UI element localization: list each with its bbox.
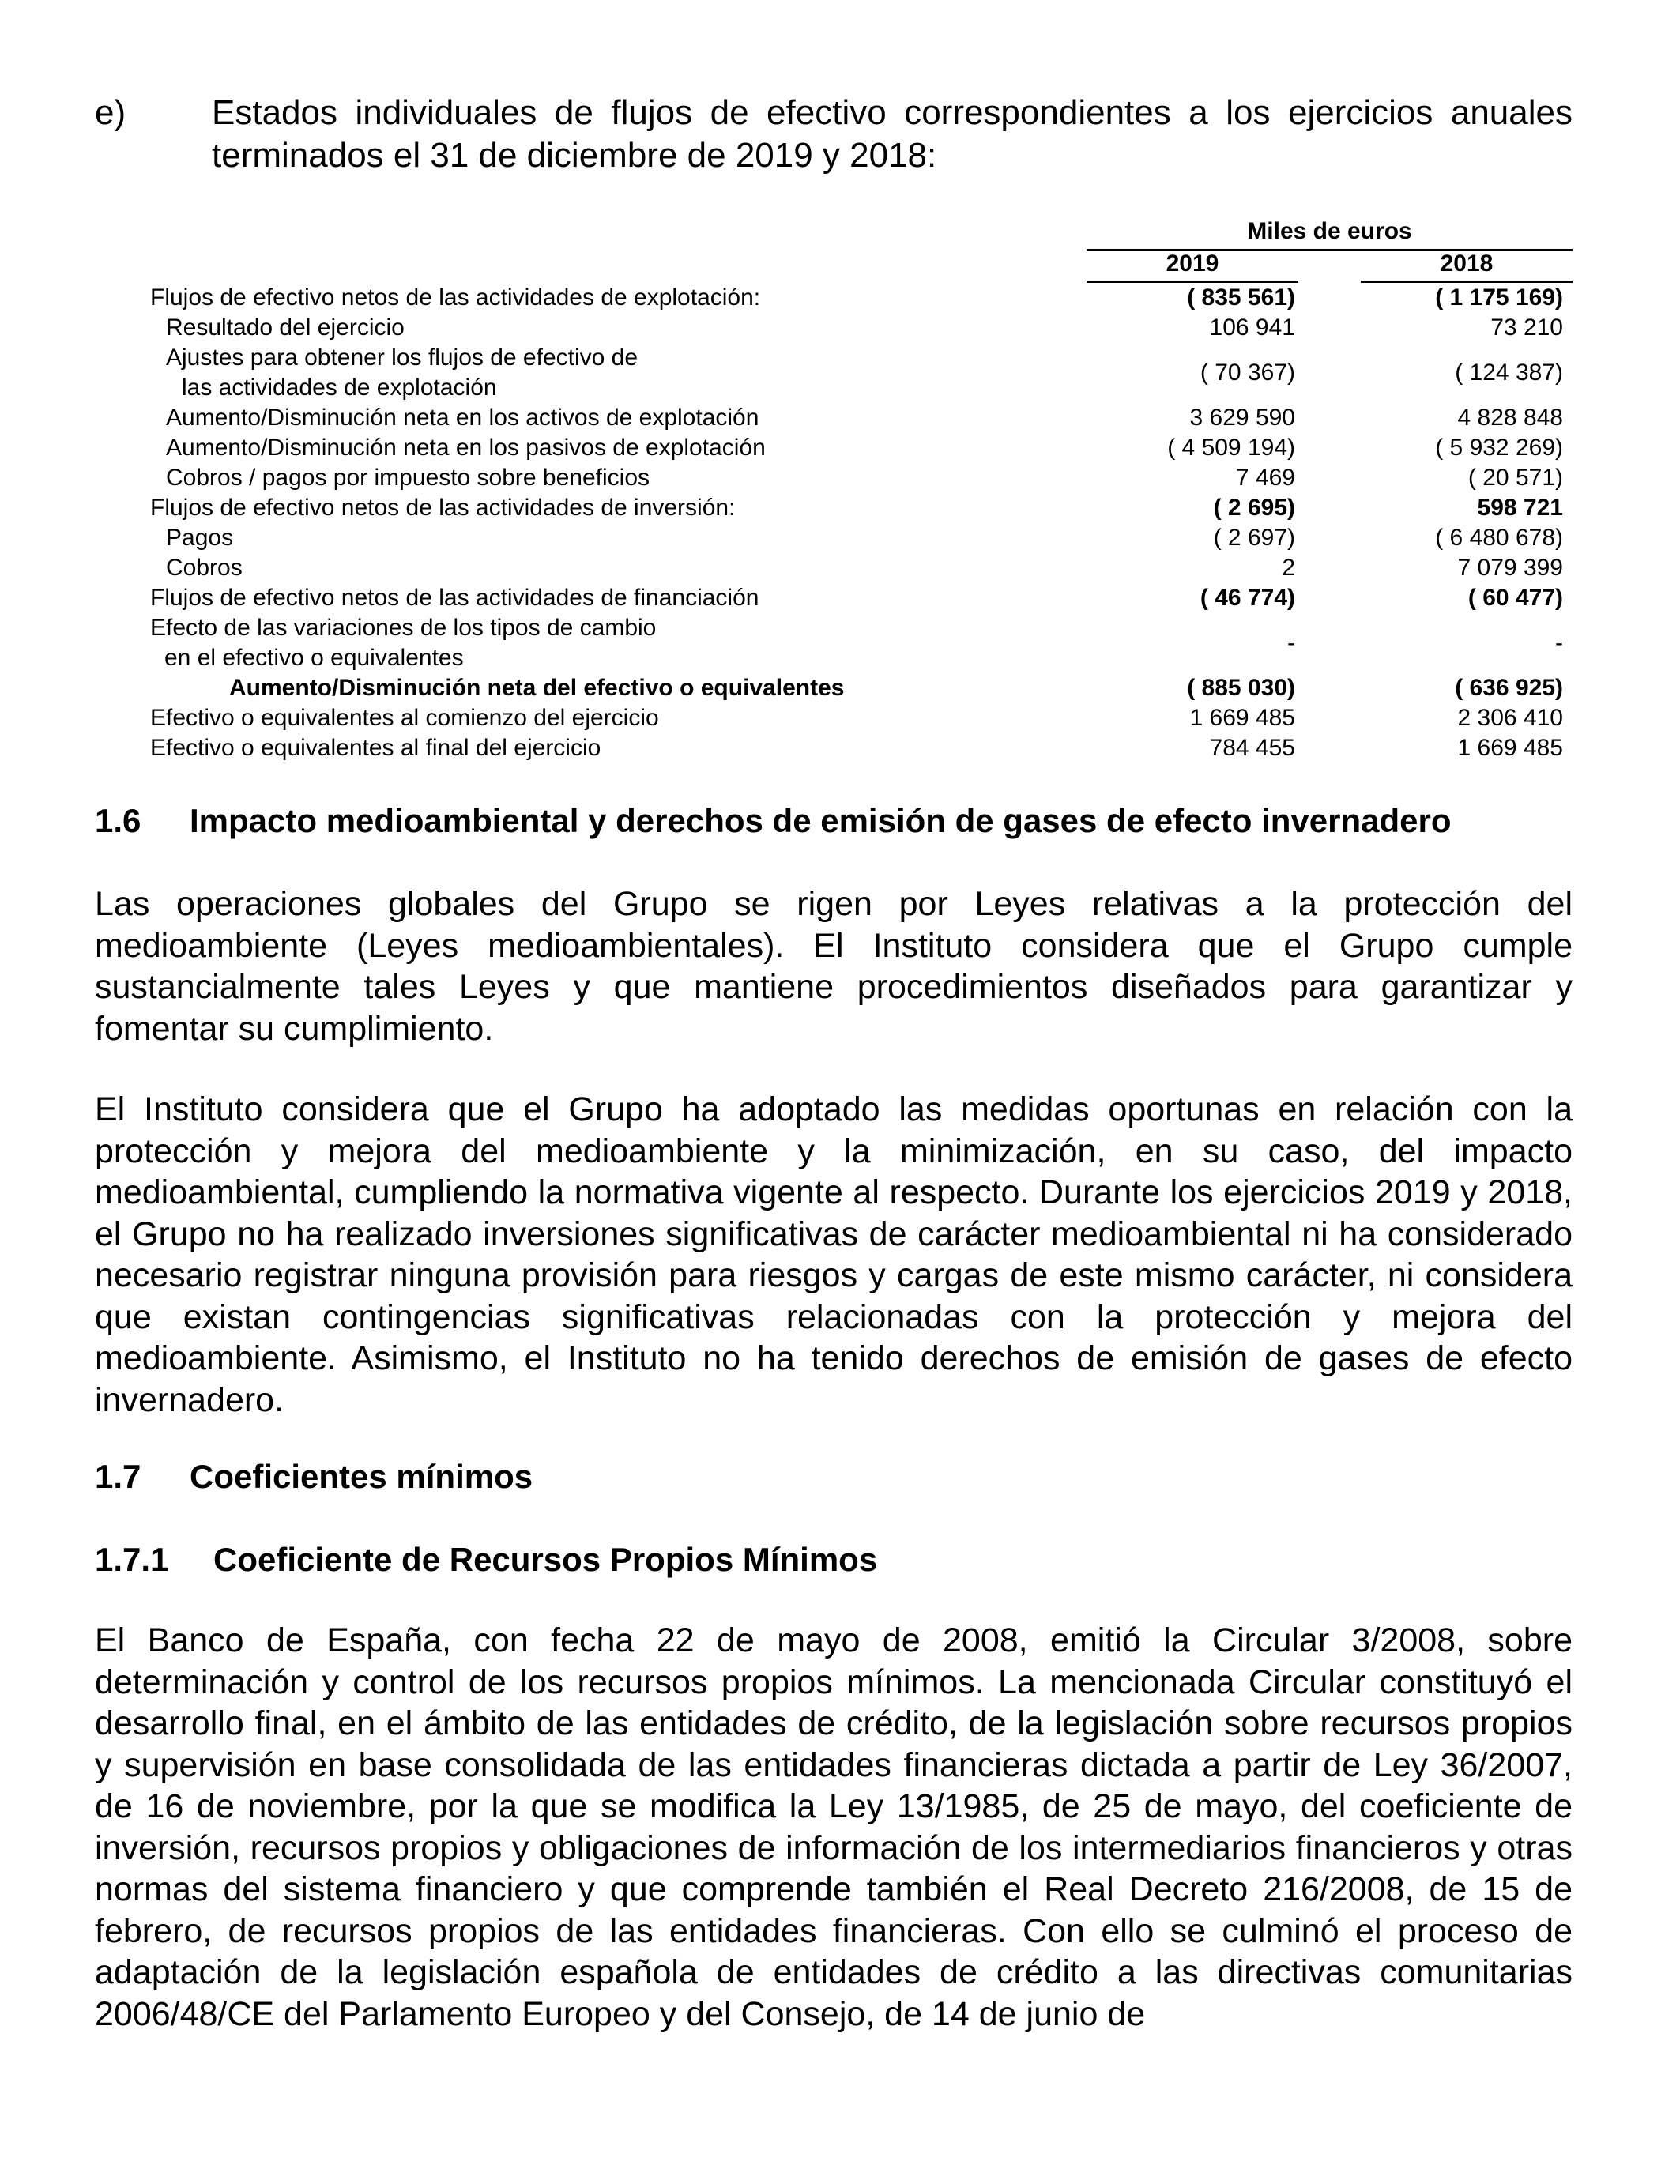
table-row — [150, 283, 1573, 313]
intro-text: Estados individuales de flujos de efectivo correspondientes a los ejercicios anuales terminados el 31 de diciembre de 2019 y 2018: — [212, 93, 1573, 175]
value-2019: ( 835 561) — [1187, 284, 1295, 311]
list-marker: e) — [95, 93, 126, 132]
value-2019: ( 4 509 194) — [1167, 435, 1295, 461]
row-label: Aumento/Disminución neta del efectivo o equivalentes — [229, 675, 845, 701]
paragraph: El Banco de España, con fecha 22 de mayo de 2008, emitió la Circular 3/2008, sobre determinación y control de los recursos propios mínimos. La mencionada Circular constituyó el desarrollo final, en el ámbito de las entidades de crédito, de la legislación sobre recursos propios y supervisión en base consolidada de las entidades financieras dictada a partir de Ley 36/2007, de 16 de noviembre, por la que se modifica la Ley 13/1985, de 25 de mayo, del coeficiente de inversión, recursos propios y obligaciones de información de los intermediarios financieros y otras normas del sistema financiero y que comprende también el Real Decreto 216/2008, de 15 de febrero, de recursos propios de las entidades financieras. Con ello se culminó el proceso de adaptación de la legislación española de entidades de crédito a las directivas comunitarias 2006/48/CE del Parlamento Europeo y del Consejo, de 14 de junio de — [95, 1621, 1573, 2033]
value-2019: 3 629 590 — [1189, 405, 1295, 431]
table-row — [150, 613, 1573, 673]
row-label: Aumento/Disminución neta en los pasivos de explotación — [166, 435, 766, 461]
paragraph: Las operaciones globales del Grupo se rigen por Leyes relativas a la protección del medioambiente (Leyes medioambientales). El Instituto considera que el Grupo cumple sustancialmente tales Leyes y que mantiene procedimientos diseñados para garantizar y fomentar su cumplimiento. — [95, 885, 1573, 1048]
row-label: Aumento/Disminución neta en los activos de explotación — [166, 405, 759, 431]
table-row — [150, 403, 1573, 433]
table-row — [150, 583, 1573, 613]
units-header: Miles de euros — [1247, 218, 1412, 244]
value-2018: 598 721 — [1477, 495, 1563, 521]
section-heading-1-7 — [95, 1456, 533, 1497]
row-label: Cobros / pagos por impuesto sobre beneficios — [166, 465, 650, 491]
value-2019: ( 885 030) — [1187, 675, 1295, 701]
section-number: 1.7.1 — [95, 1541, 169, 1578]
row-label: Pagos — [166, 525, 234, 551]
row-label: Efectivo o equivalentes al final del ejercicio — [150, 735, 601, 761]
row-label-line: las actividades de explotación — [182, 375, 497, 401]
paragraph: El Instituto considera que el Grupo ha adoptado las medidas oportunas en relación con la protección y mejora del medioambiente y la minimización, en su caso, del impacto medioambiental, cumpliendo la normativa vigente al respecto. Durante los ejercicios 2019 y 2018, el Grupo no ha realizado inversiones significativas de carácter medioambiental ni ha considerado necesario registrar ninguna provisión para riesgos y cargas de este mismo carácter, ni considera que existan contingencias significativas relacionadas con la protección y mejora del medioambiente. Asimismo, el Instituto no ha tenido derechos de emisión de gases de efecto invernadero. — [95, 1090, 1573, 1419]
table-row — [150, 553, 1573, 583]
section-number: 1.7 — [95, 1458, 141, 1495]
value-2019: 7 469 — [1235, 465, 1295, 491]
value-2019: 106 941 — [1209, 314, 1295, 341]
row-label — [150, 613, 1087, 673]
section-number: 1.6 — [95, 802, 141, 839]
value-2018: 73 210 — [1490, 314, 1563, 341]
value-2018: 4 828 848 — [1457, 405, 1563, 431]
row-label: Flujos de efectivo netos de las actividades de explotación: — [150, 284, 761, 311]
value-2019: - — [1287, 630, 1295, 656]
value-2018: - — [1555, 630, 1563, 656]
value-2018: ( 60 477) — [1467, 585, 1563, 611]
table-row — [150, 733, 1573, 763]
table-row — [150, 523, 1573, 553]
table-body — [150, 283, 1573, 763]
value-2019: 2 — [1282, 555, 1295, 581]
value-2018: 1 669 485 — [1457, 735, 1563, 761]
section-heading-1-7-1 — [95, 1539, 877, 1580]
table-row — [150, 313, 1573, 343]
value-2019: 1 669 485 — [1189, 705, 1295, 731]
value-2019: ( 2 695) — [1213, 495, 1295, 521]
section-title: Coeficientes mínimos — [190, 1458, 533, 1495]
table-row — [150, 463, 1573, 493]
value-2018: 2 306 410 — [1457, 705, 1563, 731]
row-label-line: en el efectivo o equivalentes — [164, 645, 464, 671]
row-label: Resultado del ejercicio — [166, 314, 405, 341]
value-2018: ( 1 175 169) — [1435, 284, 1563, 311]
row-label: Flujos de efectivo netos de las actividades de inversión: — [150, 495, 736, 521]
row-label: Efectivo o equivalentes al comienzo del ejercicio — [150, 705, 659, 731]
value-2019: ( 46 774) — [1200, 585, 1295, 611]
value-2019: 784 455 — [1209, 735, 1295, 761]
table-row — [150, 493, 1573, 523]
row-label-line: Efecto de las variaciones de los tipos de cambio — [150, 615, 657, 641]
row-label: Cobros — [166, 555, 243, 581]
year-2018-header: 2018 — [1440, 250, 1494, 277]
table-row-total — [150, 673, 1573, 703]
value-2018: ( 636 925) — [1455, 675, 1563, 701]
section-title: Impacto medioambiental y derechos de emisión de gases de efecto invernadero — [190, 802, 1452, 839]
value-2018: 7 079 399 — [1457, 555, 1563, 581]
value-2018: ( 124 387) — [1455, 360, 1563, 386]
value-2018: ( 6 480 678) — [1435, 525, 1563, 551]
value-2019: ( 2 697) — [1213, 525, 1295, 551]
table-row — [150, 703, 1573, 733]
value-2018: ( 5 932 269) — [1435, 435, 1563, 461]
row-label-line: Ajustes para obtener los flujos de efectivo de — [166, 345, 638, 371]
table-row — [150, 433, 1573, 463]
value-2019: ( 70 367) — [1200, 360, 1295, 386]
section-heading-1-6 — [95, 800, 1452, 842]
row-label — [150, 343, 1087, 403]
year-2019-header: 2019 — [1166, 250, 1219, 277]
value-2018: ( 20 571) — [1467, 465, 1563, 491]
section-title: Coeficiente de Recursos Propios Mínimos — [213, 1541, 878, 1578]
row-label: Flujos de efectivo netos de las actividades de financiación — [150, 585, 759, 611]
table-row — [150, 343, 1573, 403]
